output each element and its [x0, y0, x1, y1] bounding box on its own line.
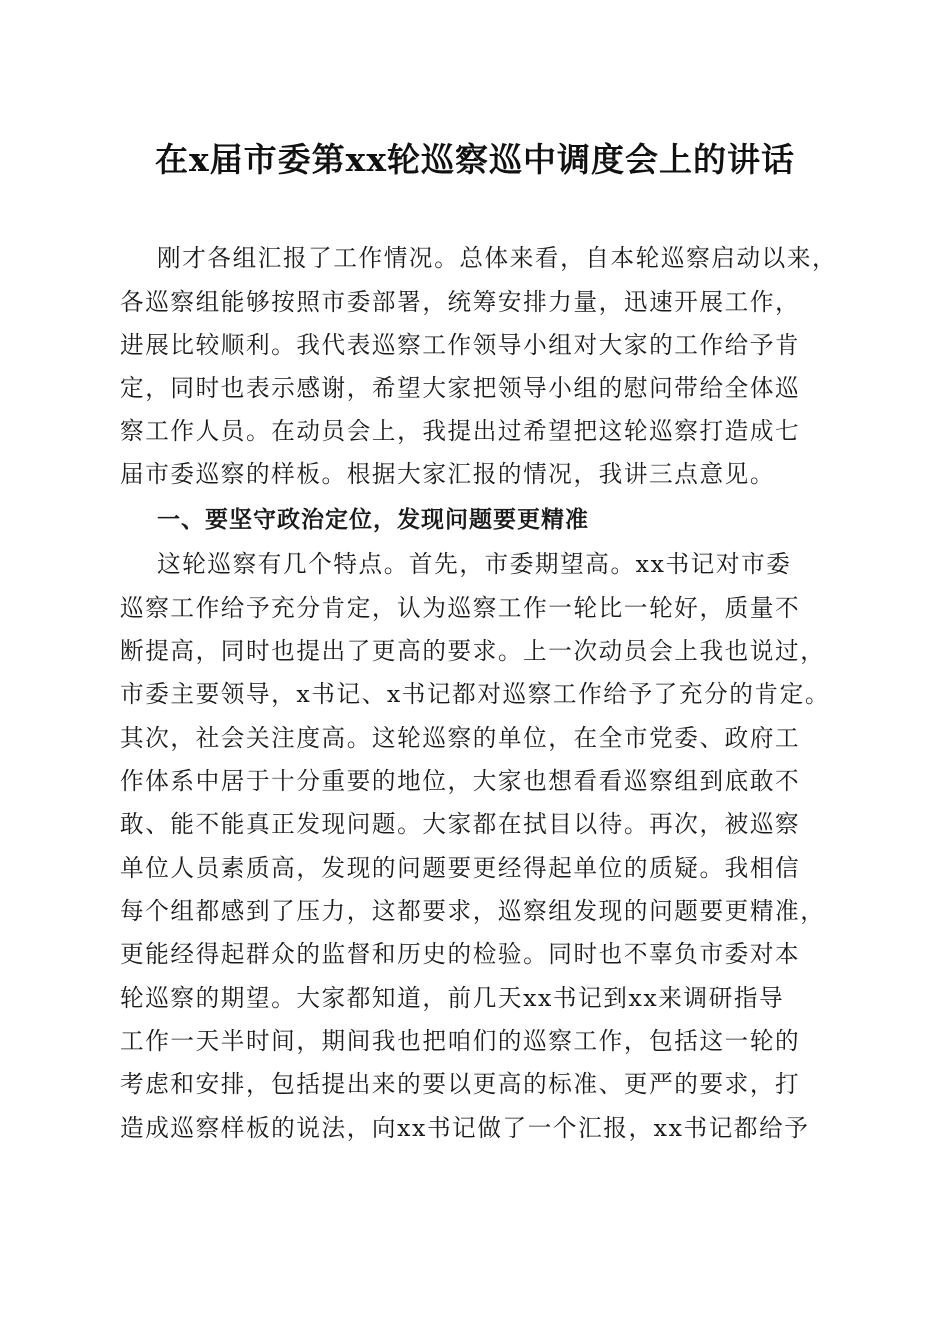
document-title: 在x届市委第xx轮巡察巡中调度会上的讲话 — [154, 140, 796, 179]
paragraph-line: 单位人员素质高，发现的问题要更经得起单位的质疑。我相信 — [120, 854, 801, 882]
paragraph-line: 进展比较顺利。我代表巡察工作领导小组对大家的工作给予肯 — [120, 331, 801, 359]
paragraph-line: 其次，社会关注度高。这轮巡察的单位，在全市党委、政府工 — [120, 724, 801, 752]
paragraph-line: 市委主要领导，x书记、x书记都对巡察工作给予了充分的肯定。 — [120, 680, 831, 708]
paragraph-line: 作体系中居于十分重要的地位，大家也想看看巡察组到底敢不 — [120, 767, 801, 795]
paragraph-line: 刚才各组汇报了工作情况。总体来看，自本轮巡察启动以来， — [157, 244, 838, 272]
paragraph-line: 考虑和安排，包括提出来的要以更高的标准、更严的要求，打 — [120, 1070, 801, 1098]
section-heading: 一、要坚守政治定位，发现问题要更精准 — [157, 507, 589, 533]
paragraph-line: 巡察工作给予充分肯定，认为巡察工作一轮比一轮好，质量不 — [120, 594, 801, 622]
paragraph-line: 敢、能不能真正发现问题。大家都在拭目以待。再次，被巡察 — [120, 810, 801, 838]
paragraph-line: 工作一天半时间，期间我也把咱们的巡察工作，包括这一轮的 — [120, 1027, 801, 1055]
paragraph-line: 察工作人员。在动员会上，我提出过希望把这轮巡察打造成七 — [120, 417, 801, 445]
paragraph-line: 轮巡察的期望。大家都知道，前几天xx书记到xx来调研指导 — [120, 984, 785, 1012]
paragraph-line: 届市委巡察的样板。根据大家汇报的情况，我讲三点意见。 — [120, 460, 776, 488]
paragraph-line: 断提高，同时也提出了更高的要求。上一次动员会上我也说过， — [120, 637, 826, 665]
paragraph-line: 造成巡察样板的说法，向xx书记做了一个汇报，xx书记都给予 — [120, 1114, 810, 1142]
paragraph-line: 这轮巡察有几个特点。首先，市委期望高。xx书记对市委 — [157, 550, 792, 578]
paragraph-line: 每个组都感到了压力，这都要求，巡察组发现的问题要更精准， — [120, 897, 826, 925]
paragraph-line: 定，同时也表示感谢，希望大家把领导小组的慰问带给全体巡 — [120, 374, 801, 402]
paragraph-line: 更能经得起群众的监督和历史的检验。同时也不辜负市委对本 — [120, 940, 801, 968]
paragraph-line: 各巡察组能够按照市委部署，统筹安排力量，迅速开展工作， — [120, 288, 801, 316]
